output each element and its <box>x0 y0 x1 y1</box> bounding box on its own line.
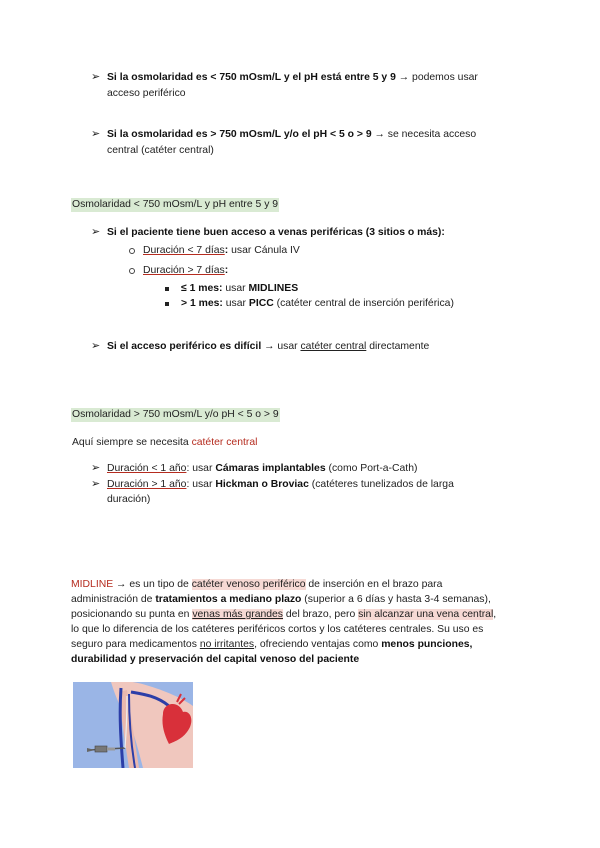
bullet-arrow-icon: ➢ <box>91 226 101 238</box>
midline-line-3: posicionando su punta en venas más grandes del brazo, pero sin alcanzar una vena central, <box>71 609 497 620</box>
circle-bullet-icon <box>129 248 135 254</box>
bullet-arrow-icon: ➢ <box>91 340 101 352</box>
intro-item-2: Si la osmolaridad es > 750 mOsm/L y/o el pH < 5 o > 9 → se necesita acceso <box>107 129 477 140</box>
section-2-item-1: Duración < 1 año: usar Cámaras implantables (como Port-a-Cath) <box>107 463 418 474</box>
section-2-header: Osmolaridad > 750 mOsm/L y/o pH < 5 o > 9 <box>72 409 279 420</box>
square-bullet-icon <box>165 287 169 291</box>
midline-line-6: durabilidad y preservación del capital venoso del paciente <box>71 654 360 665</box>
midline-line-1: MIDLINE → es un tipo de catéter venoso periférico de inserción en el brazo para <box>71 579 443 590</box>
midline-line-5: seguro para medicamentos no irritantes, ofreciendo ventajas como menos punciones, <box>71 639 473 650</box>
intro-item-2-cont: central (catéter central) <box>107 145 214 156</box>
bullet-arrow-icon: ➢ <box>91 462 101 474</box>
bullet-arrow-icon: ➢ <box>91 71 101 83</box>
section-2-item-2-cont: duración) <box>107 494 151 505</box>
section-2-intro: Aquí siempre se necesita catéter central <box>72 437 258 448</box>
midline-catheter-illustration <box>73 682 193 768</box>
intro-item-1-cont: acceso periférico <box>107 88 186 99</box>
section-1-item-2: Si el acceso periférico es difícil → usar catéter central directamente <box>107 341 430 352</box>
circle-bullet-icon <box>129 268 135 274</box>
section-2-item-2: Duración > 1 año: usar Hickman o Broviac (catéteres tunelizados de larga <box>107 479 454 490</box>
section-1-sub-1: Duración < 7 días: usar Cánula IV <box>143 245 300 256</box>
midline-line-2: administración de tratamientos a mediano plazo (superior a 6 días y hasta 3-4 semanas), <box>71 594 491 605</box>
section-1-subsub-1: ≤ 1 mes: usar MIDLINES <box>181 283 299 294</box>
section-1-subsub-2: > 1 mes: usar PICC (catéter central de inserción periférica) <box>181 298 454 309</box>
midline-line-4: lo que lo diferencia de los catéteres periféricos cortos y los catéteres centrales. Su uso es <box>71 624 484 635</box>
square-bullet-icon <box>165 302 169 306</box>
section-1-sub-2: Duración > 7 días: <box>143 265 229 276</box>
bullet-arrow-icon: ➢ <box>91 478 101 490</box>
bullet-arrow-icon: ➢ <box>91 128 101 140</box>
section-1-header: Osmolaridad < 750 mOsm/L y pH entre 5 y 9 <box>72 199 279 210</box>
intro-item-1: Si la osmolaridad es < 750 mOsm/L y el pH está entre 5 y 9 → podemos usar <box>107 72 478 83</box>
section-1-item-1: Si el paciente tiene buen acceso a venas periféricas (3 sitios o más): <box>107 227 445 238</box>
